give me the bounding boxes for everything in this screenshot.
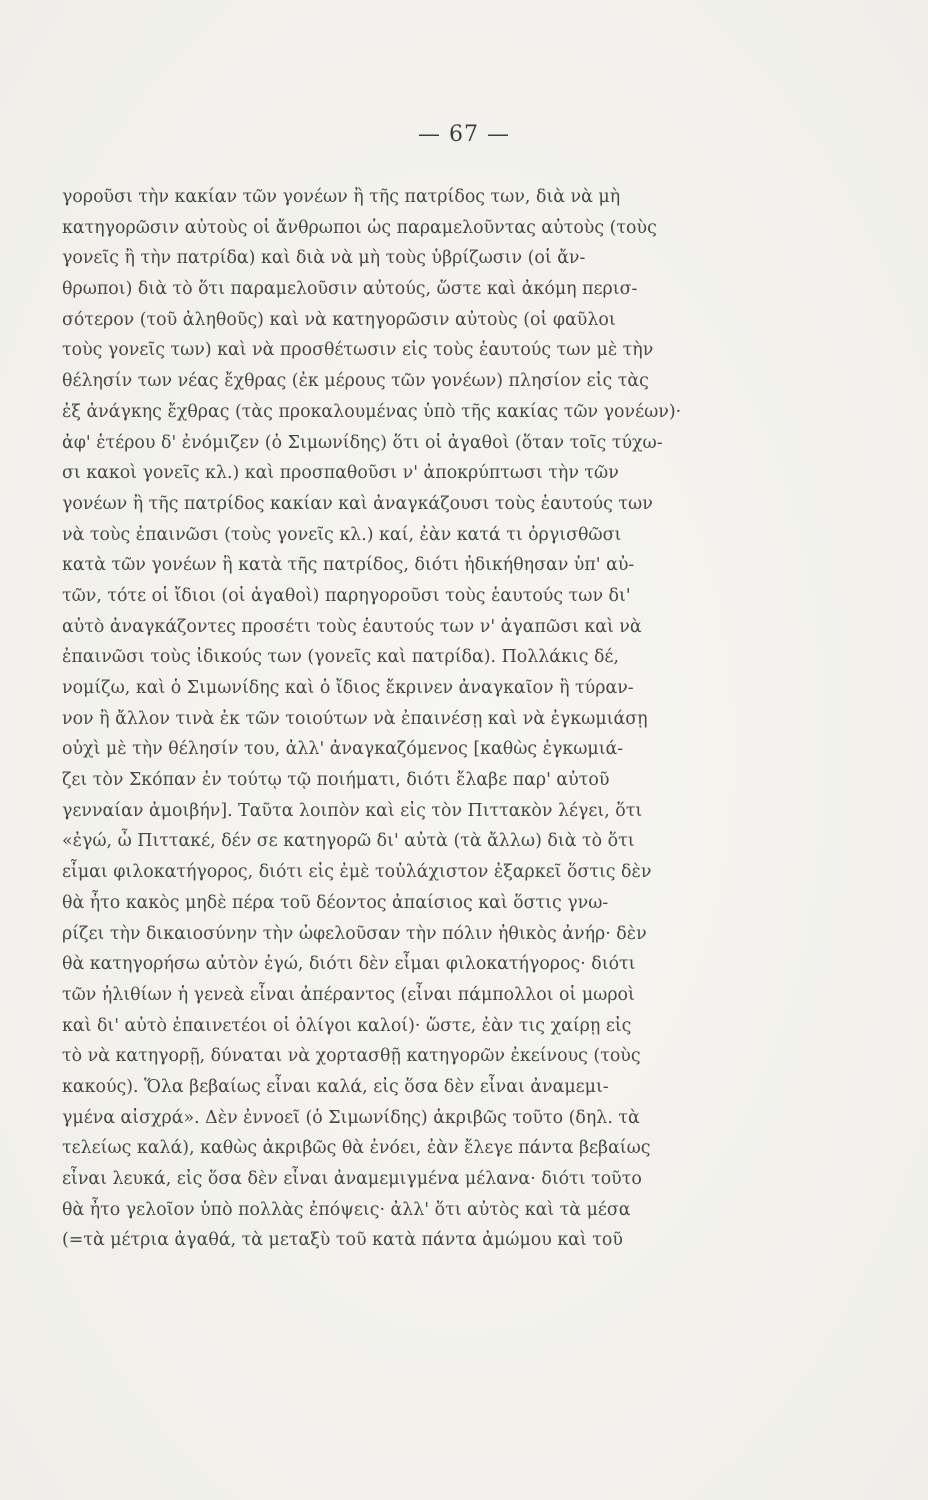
text-line: εἶμαι φιλοκατήγορος, διότι εἰς ἐμὲ τοὐλάχιστον ἐξαρκεῖ ὅστις δὲν: [62, 862, 652, 883]
text-line: ρίζει τὴν δικαιοσύνην τὴν ὠφελοῦσαν τὴν πόλιν ἠθικὸς ἀνήρ· δὲν: [62, 923, 647, 944]
text-line: «ἐγώ, ὦ Πιττακέ, δέν σε κατηγορῶ δι' αὐτὰ (τὰ ἄλλω) διὰ τὸ ὅτι: [62, 831, 635, 852]
body-text: [62, 182, 774, 1256]
text-line: γονεῖς ἢ τὴν πατρίδα) καὶ διὰ νὰ μὴ τοὺς ὑβρίζωσιν (οἱ ἄν-: [62, 248, 586, 269]
text-line: θὰ κατηγορήσω αὐτὸν ἐγώ, διότι δὲν εἶμαι φιλοκατήγορος· διότι: [62, 954, 636, 975]
text-line: θέλησίν των νέας ἔχθρας (ἐκ μέρους τῶν γονέων) πλησίον εἰς τὰς: [62, 371, 649, 392]
text-line: τοὺς γονεῖς των) καὶ νὰ προσθέτωσιν εἰς τοὺς ἑαυτούς των μὲ τὴν: [62, 340, 654, 361]
text-line: γμένα αἰσχρά». Δὲν ἐννοεῖ (ὁ Σιμωνίδης) ἀκριβῶς τοῦτο (δηλ. τὰ: [62, 1107, 640, 1128]
text-line: νομίζω, καὶ ὁ Σιμωνίδης καὶ ὁ ἴδιος ἔκρινεν ἀναγκαῖον ἢ τύραν-: [62, 678, 634, 698]
text-line: οὐχὶ μὲ τὴν θέλησίν του, ἀλλ' ἀναγκαζόμενος [καθὼς ἐγκωμιά-: [62, 739, 624, 760]
text-line: ἐπαινῶσι τοὺς ἰδικούς των (γονεῖς καὶ πατρίδα). Πολλάκις δέ,: [62, 647, 619, 668]
text-line: ζει τὸν Σκόπαν ἐν τούτῳ τῷ ποιήματι, διότι ἔλαβε παρ' αὐτοῦ: [62, 770, 610, 791]
text-line: τῶν ἠλιθίων ἡ γενεὰ εἶναι ἀπέραντος (εἶναι πάμπολλοι οἱ μωροὶ: [62, 984, 635, 1005]
text-line: γοροῦσι τὴν κακίαν τῶν γονέων ἢ τῆς πατρίδος των, διὰ νὰ μὴ: [62, 187, 621, 207]
text-line: τὸ νὰ κατηγορῇ, δύναται νὰ χορτασθῇ κατηγορῶν ἐκείνους (τοὺς: [62, 1046, 641, 1067]
text-line: θρωποι) διὰ τὸ ὅτι παραμελοῦσιν αὐτούς, ὥστε καὶ ἀκόμη περισ-: [62, 279, 638, 300]
text-line: θὰ ἦτο κακὸς μηδὲ πέρα τοῦ δέοντος ἀπαίσιος καὶ ὅστις γνω-: [62, 892, 609, 913]
text-line: καὶ δι' αὐτὸ ἐπαινετέοι οἱ ὀλίγοι καλοί)· ὥστε, ἐὰν τις χαίρῃ εἰς: [62, 1015, 632, 1036]
text-line: ἀφ' ἑτέρου δ' ἐνόμιζεν (ὁ Σιμωνίδης) ὅτι οἱ ἀγαθοὶ (ὅταν τοῖς τύχω-: [62, 432, 663, 453]
text-line: (=τὰ μέτρια ἀγαθά, τὰ μεταξὺ τοῦ κατὰ πάντα ἀμώμου καὶ τοῦ: [62, 1230, 623, 1251]
text-line: νον ἢ ἄλλον τινὰ ἐκ τῶν τοιούτων νὰ ἐπαινέσῃ καὶ νὰ ἐγκωμιάσῃ: [62, 708, 648, 729]
text-line: γονέων ἢ τῆς πατρίδος κακίαν καὶ ἀναγκάζουσι τοὺς ἑαυτούς των: [62, 493, 653, 514]
text-line: γενναίαν ἀμοιβήν]. Ταῦτα λοιπὸν καὶ εἰς τὸν Πιττακὸν λέγει, ὅτι: [62, 800, 643, 821]
text-line: θὰ ἦτο γελοῖον ὑπὸ πολλὰς ἐπόψεις· ἀλλ' ὅτι αὐτὸς καὶ τὰ μέσα: [62, 1199, 631, 1220]
text-line: κακούς). Ὅλα βεβαίως εἶναι καλά, εἰς ὅσα δὲν εἶναι ἀναμεμι-: [62, 1076, 609, 1097]
text-line: κατηγορῶσιν αὐτοὺς οἱ ἄνθρωποι ὡς παραμελοῦντας αὐτοὺς (τοὺς: [62, 217, 657, 238]
text-line: ἐξ ἀνάγκης ἔχθρας (τὰς προκαλουμένας ὑπὸ τῆς κακίας τῶν γονέων)·: [62, 401, 682, 422]
text-line: αὐτὸ ἀναγκάζοντες προσέτι τοὺς ἑαυτούς των ν' ἀγαπῶσι καὶ νὰ: [62, 616, 642, 637]
text-line: σότερον (τοῦ ἀληθοῦς) καὶ νὰ κατηγορῶσιν αὐτοὺς (οἱ φαῦλοι: [62, 309, 616, 330]
text-line: σι κακοὶ γονεῖς κλ.) καὶ προσπαθοῦσι ν' ἀποκρύπτωσι τὴν τῶν: [62, 463, 619, 484]
text-line: νὰ τοὺς ἐπαινῶσι (τοὺς γονεῖς κλ.) καί, ἐὰν κατά τι ὀργισθῶσι: [62, 524, 622, 545]
page-number: — 67 —: [418, 122, 510, 147]
text-line: τῶν, τότε οἱ ἴδιοι (οἱ ἀγαθοὶ) παρηγοροῦσι τοὺς ἑαυτούς των δι': [62, 585, 631, 606]
text-line: εἶναι λευκά, εἰς ὅσα δὲν εἶναι ἀναμεμιγμένα μέλανα· διότι τοῦτο: [62, 1169, 642, 1189]
text-line: κατὰ τῶν γονέων ἢ κατὰ τῆς πατρίδος, διότι ἠδικήθησαν ὑπ' αὐ-: [62, 555, 635, 576]
text-line: τελείως καλά), καθὼς ἀκριβῶς θὰ ἐνόει, ἐὰν ἔλεγε πάντα βεβαίως: [62, 1138, 651, 1159]
